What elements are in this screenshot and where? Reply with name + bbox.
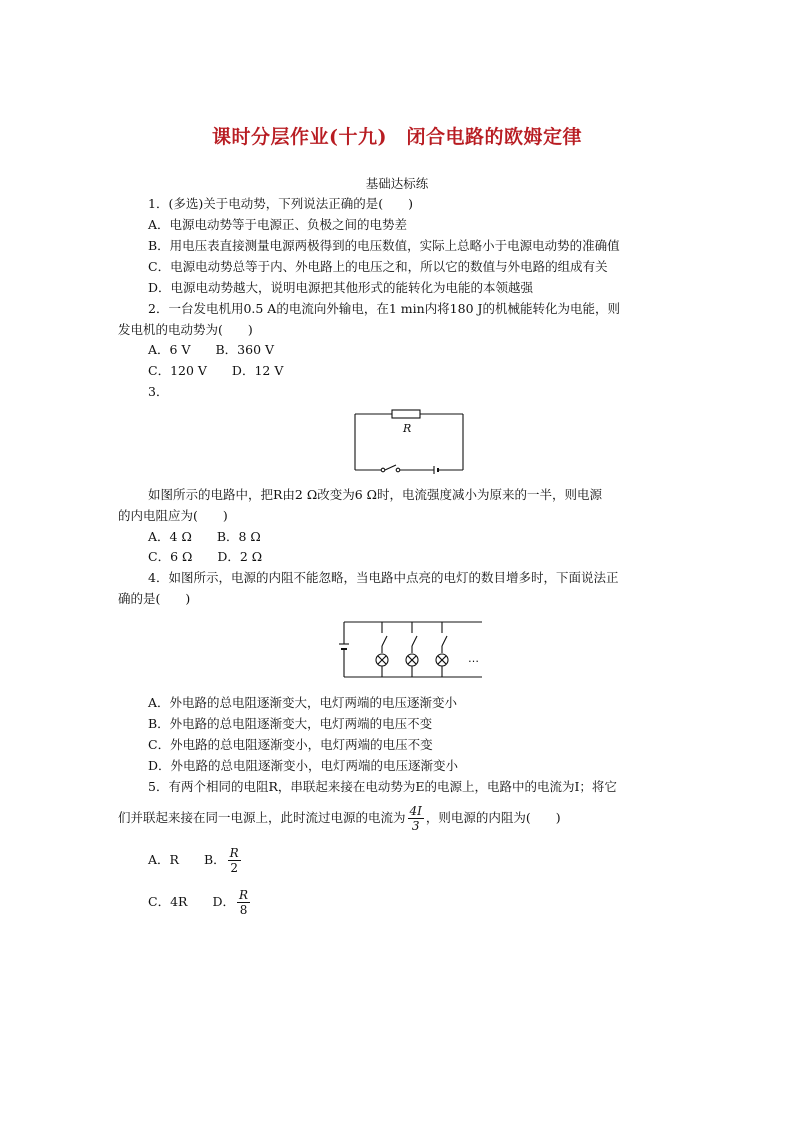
q4-option-b: B．外电路的总电阻逐渐变大，电灯两端的电压不变 (148, 716, 433, 731)
q2-options-ab: A．6 V B．360 V (148, 342, 275, 357)
q1-option-a: A．电源电动势等于电源正、负极之间的电势差 (148, 217, 408, 232)
lamp-branch-2 (406, 622, 418, 677)
q3-number: 3． (148, 384, 169, 399)
q4-option-c: C．外电路的总电阻逐渐变小，电灯两端的电压不变 (148, 737, 433, 752)
q1-option-c: C．电源电动势总等于内、外电路上的电压之和，所以它的数值与外电路的组成有关 (148, 259, 608, 274)
q4-option-a: A．外电路的总电阻逐渐变大，电灯两端的电压逐渐变小 (148, 695, 458, 710)
q1-stem: 1．(多选)关于电动势，下列说法正确的是( ) (148, 196, 413, 211)
section-heading: 基础达标练 (365, 176, 429, 191)
resistor-label: R (403, 422, 412, 435)
switch-blade (385, 465, 396, 470)
q4-stem-line2: 确的是( ) (118, 591, 191, 606)
q3-stem-line1: 如图所示的电路中，把R由2 Ω改变为6 Ω时，电流强度减小为原来的一半，则电源 (148, 487, 602, 502)
q5-options-cd: C．4R D． $\frac{R}{8}$ (148, 888, 249, 917)
q5-stem-line2: 们并联起来接在同一电源上，此时流过电源的电流为 $\frac{4I}{3}$ ，则电源的内阻为( ) (118, 804, 561, 833)
q2-stem-line2: 发电机的电动势为( ) (118, 322, 253, 337)
q5-stem-line1: 5．有两个相同的电阻R，串联起来接在电动势为E的电源上，电路中的电流为I；将它 (148, 779, 617, 794)
q4-stem-line1: 4．如图所示，电源的内阻不能忽略，当电路中点亮的电灯的数目增多时，下面说法正 (148, 570, 619, 585)
q4-circuit-diagram (338, 618, 488, 680)
fraction-4i-over-3: $\frac{4I}{3}$ (409, 804, 422, 833)
q4-option-d: D．外电路的总电阻逐渐变小，电灯两端的电压逐渐变小 (148, 758, 459, 773)
more-lamps-ellipsis: … (468, 652, 479, 665)
q2-stem-line1: 2．一台发电机用0.5 A的电流向外输电，在1 min内将180 J的机械能转化为电能，则 (148, 301, 621, 316)
q5-options-ab: A．R B． $\frac{R}{2}$ (148, 846, 239, 875)
q3-options-ab: A．4 Ω B．8 Ω (148, 529, 261, 544)
resistor-symbol (392, 410, 420, 418)
q1-option-b: B．用电压表直接测量电源两极得到的电压数值，实际上总略小于电源电动势的准确值 (148, 238, 620, 253)
fraction-r-over-8: $\frac{R}{8}$ (238, 888, 249, 917)
q2-options-cd: C．120 V D．12 V (148, 363, 284, 378)
lamp-branch-3 (436, 622, 448, 677)
fraction-r-over-2: $\frac{R}{2}$ (229, 846, 239, 875)
q3-stem-line2: 的内电阻应为( ) (118, 508, 228, 523)
q3-options-cd: C．6 Ω D．2 Ω (148, 549, 263, 564)
q1-option-d: D．电源电动势越大，说明电源把其他形式的能转化为电能的本领越强 (148, 280, 534, 295)
lamp-branch-1 (376, 622, 388, 677)
page-title: 课时分层作业(十九) 闭合电路的欧姆定律 (212, 126, 582, 148)
q3-circuit-diagram (350, 405, 470, 477)
switch-contact (381, 468, 385, 472)
